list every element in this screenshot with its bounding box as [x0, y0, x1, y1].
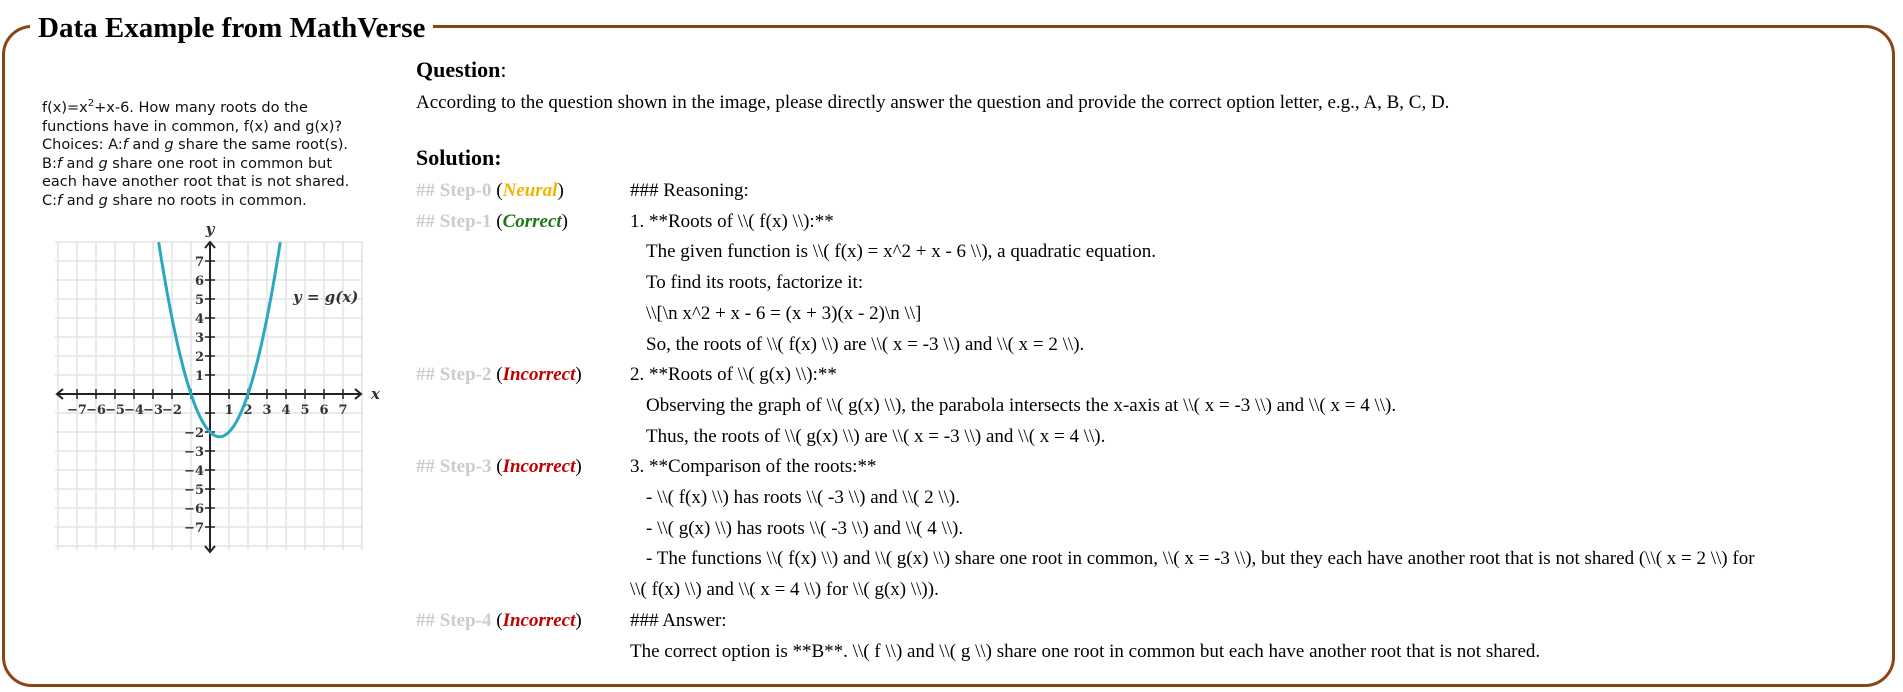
x-tick-label: 7	[338, 403, 348, 418]
question-fragment: and	[61, 155, 99, 172]
x-tick-label: −2	[162, 403, 182, 418]
step-line: - \\( f(x) \\) has roots \\( -3 \\) and \\( 2 \\).	[646, 487, 960, 508]
y-tick-label: −6	[184, 502, 204, 517]
step-line: 1. **Roots of \\( f(x) \\):**	[630, 210, 834, 232]
step-label	[416, 456, 582, 478]
y-tick-label: −3	[184, 445, 204, 460]
step-line: \\( f(x) \\) and \\( x = 4 \\) for \\( g(x) \\)).	[630, 579, 939, 601]
step-paren-close: )	[561, 210, 568, 232]
step-prefix: ## Step-4	[416, 609, 492, 631]
question-fragment: share the same root(s).	[173, 137, 349, 153]
y-tick-label: 6	[194, 274, 204, 289]
step-paren-open: (	[491, 456, 503, 478]
step-status: Incorrect	[502, 609, 576, 631]
step-line: - \\( g(x) \\) has roots \\( -3 \\) and \\( 4 \\).	[646, 517, 964, 539]
step-paren-close: )	[557, 180, 564, 201]
curve-label: y = g(x)	[293, 288, 359, 306]
step-label	[416, 364, 582, 386]
step-paren-close: )	[575, 609, 582, 631]
step-line: So, the roots of \\( f(x) \\) are \\( x = -3 \\) and \\( x = 2 \\).	[646, 333, 1085, 355]
step-line: ### Reasoning:	[630, 180, 749, 201]
x-tick-label: 2	[243, 403, 253, 418]
y-tick-label: 4	[194, 312, 204, 327]
step-status: Incorrect	[502, 456, 576, 478]
function-graph	[45, 212, 385, 562]
step-line: ### Answer:	[630, 609, 727, 631]
step-line: 2. **Roots of \\( g(x) \\):**	[630, 364, 837, 386]
image-question-text	[42, 99, 402, 210]
question-fragment: functions have in common, f(x) and g(x)?	[42, 118, 343, 135]
step-paren-close: )	[575, 364, 582, 386]
frame-title: Data Example from MathVerse	[30, 10, 433, 46]
step-line: Observing the graph of \\( g(x) \\), the parabola intersects the x-axis at \\( x = -3 \\) and \\( x = 4 \\).	[646, 394, 1397, 416]
step-prefix: ## Step-3	[416, 456, 492, 478]
step-line: The given function is \\( f(x) = x^2 + x - 6 \\), a quadratic equation.	[646, 241, 1156, 263]
y-tick-label: 2	[194, 350, 204, 365]
y-axis-label: y	[205, 220, 215, 238]
question-line	[42, 99, 402, 118]
question-line	[42, 155, 402, 174]
y-tick-label: 5	[194, 293, 204, 308]
step-paren-open: (	[491, 609, 503, 631]
question-fragment: f	[122, 137, 128, 153]
x-tick-label: −4	[124, 403, 144, 418]
step-paren-open: (	[491, 180, 503, 201]
step-status: Neural	[502, 180, 558, 201]
question-line	[42, 136, 402, 155]
question-fragment: share one root in common but	[107, 155, 333, 172]
question-line	[42, 118, 402, 137]
x-tick-label: 6	[319, 403, 329, 418]
step-prefix: ## Step-2	[416, 364, 492, 386]
step-label	[416, 610, 582, 632]
step-line: The correct option is **B**. \\( f \\) and \\( g \\) share one root in common but each have another root that is not shared.	[630, 640, 1541, 662]
question-fragment: Choices: A:	[42, 137, 123, 153]
x-tick-label: −5	[105, 403, 125, 418]
y-tick-label: −7	[184, 521, 204, 536]
step-label	[416, 180, 564, 202]
step-line: Thus, the roots of \\( g(x) \\) are \\( x = -3 \\) and \\( x = 4 \\).	[646, 425, 1106, 447]
x-tick-label: 1	[224, 403, 234, 418]
question-fragment: g	[98, 155, 108, 172]
step-line: To find its roots, factorize it:	[646, 272, 864, 294]
question-line	[42, 192, 402, 211]
y-tick-label: 3	[194, 331, 204, 346]
y-tick-label: −5	[184, 483, 204, 498]
question-fragment: and	[127, 137, 165, 153]
x-tick-label: 4	[281, 403, 291, 418]
question-text: According to the question shown in the image, please directly answer the question and provide the correct option letter, e.g., A, B, C, D.	[416, 92, 1450, 113]
question-fragment: and	[62, 192, 99, 209]
question-fragment: C:	[42, 192, 58, 209]
question-fragment: B:	[42, 155, 57, 172]
step-paren-open: (	[491, 364, 503, 386]
question-fragment: g	[98, 192, 108, 209]
question-heading-text: Question	[416, 57, 501, 82]
step-prefix: ## Step-1	[416, 210, 492, 232]
question-fragment: +x-6. How many roots do the	[94, 100, 308, 116]
question-fragment: g	[164, 137, 174, 153]
step-paren-close: )	[575, 456, 582, 478]
x-tick-label: 3	[262, 403, 272, 418]
question-line	[42, 173, 402, 192]
x-tick-label: 5	[300, 403, 310, 418]
question-fragment: each have another root that is not shared.	[42, 174, 350, 190]
step-status: Correct	[502, 210, 562, 232]
question-heading-colon: :	[500, 57, 507, 82]
y-tick-label: −2	[184, 426, 204, 441]
x-tick-label: −6	[86, 403, 106, 418]
x-tick-label: −7	[67, 403, 87, 418]
y-tick-label: −4	[184, 464, 204, 479]
y-tick-label: 7	[194, 255, 204, 270]
solution-heading: Solution:	[416, 145, 502, 170]
step-line: - The functions \\( f(x) \\) and \\( g(x) \\) share one root in common, \\( x = -3 \\), but they each have another root that is not shared (\\( x = 2 \\) for	[646, 548, 1755, 570]
y-tick-label: 1	[194, 369, 204, 384]
step-label	[416, 211, 568, 233]
step-paren-open: (	[491, 210, 503, 232]
question-fragment: f	[56, 155, 62, 172]
step-prefix: ## Step-0	[416, 180, 492, 201]
question-fragment: f(x)=x	[42, 100, 88, 116]
step-status: Incorrect	[502, 364, 576, 386]
x-axis-label: x	[371, 385, 380, 403]
question-fragment: share no roots in common.	[107, 192, 307, 209]
x-tick-label: −3	[143, 403, 163, 418]
question-heading	[416, 57, 506, 83]
step-line: 3. **Comparison of the roots:**	[630, 456, 877, 478]
question-fragment: 2	[87, 98, 95, 110]
step-line: \\[\n x^2 + x - 6 = (x + 3)(x - 2)\n \\]	[646, 302, 922, 324]
question-fragment: f	[57, 192, 63, 209]
